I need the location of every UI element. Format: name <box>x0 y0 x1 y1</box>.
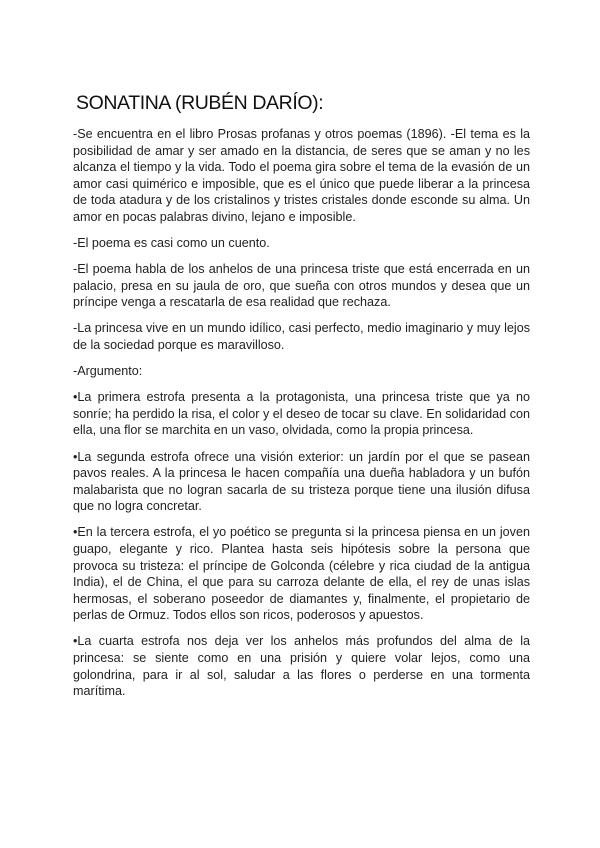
paragraph-argumento-heading: -Argumento: <box>73 364 143 379</box>
paragraph-mundo-idilico: -La princesa vive en un mundo idílico, casi perfecto, medio imaginario y muy lejos de la sociedad porque es maravilloso. <box>73 321 530 353</box>
document-body <box>73 126 530 709</box>
paragraph-intro: -Se encuentra en el libro Prosas profanas y otros poemas (1896). -El tema es la posibilidad de amar y ser amado en la distancia, de seres que se aman y no les alcanza el tiempo y la vida. Todo el poema gira sobre el tema de la evasión de un amor casi quimérico e imposible, que es el único que puede liberar a la princesa de toda atadura y de los cristalinos y tristes cristales donde esconde su alma. Un amor en pocas palabras divino, lejano e imposible. <box>73 127 530 224</box>
paragraph-anhelos: -El poema habla de los anhelos de una princesa triste que está encerrada en un palacio, presa en su jaula de oro, que sueña con otros mundos y desea que un príncipe venga a rescatarla de esa realidad que rechaza. <box>73 262 530 310</box>
paragraph-tercera-estrofa: •En la tercera estrofa, el yo poético se pregunta si la princesa piensa en un joven guapo, elegante y rico. Plantea hasta seis hipótesis sobre la persona que provoca su tristeza: el príncipe de Golconda (célebre y rica ciudad de la antigua India), el de China, el que para su carroza delante de ella, el rey de unas islas hermosas, el soberano poseedor de diamantes y, finalmente, el propietario de perlas de Ormuz. Todos ellos son ricos, poderosos y apuestos. <box>73 525 530 623</box>
paragraph-cuarta-estrofa: •La cuarta estrofa nos deja ver los anhelos más profundos del alma de la princesa: se siente como en una prisión y quiere volar lejos, como una golondrina, para ir al sol, saludar a las flores o perderse en una tormenta marítima. <box>73 634 530 699</box>
paragraph-segunda-estrofa: •La segunda estrofa ofrece una visión exterior: un jardín por el que se pasean pavos reales. A la princesa le hacen compañía una dueña habladora y un bufón malabarista que no logran sacarla de su tristeza porque tiene una ilusión difusa que no logra concretar. <box>73 449 530 514</box>
document-title: SONATINA (RUBÉN DARÍO): <box>76 92 324 114</box>
paragraph-cuento: -El poema es casi como un cuento. <box>73 236 270 251</box>
paragraph-primera-estrofa: •La primera estrofa presenta a la protagonista, una princesa triste que ya no sonríe; ha perdido la risa, el color y el deseo de tocar su clave. En solidaridad con ella, una flor se marchita en un vaso, olvidada, como la propia princesa. <box>73 390 530 438</box>
